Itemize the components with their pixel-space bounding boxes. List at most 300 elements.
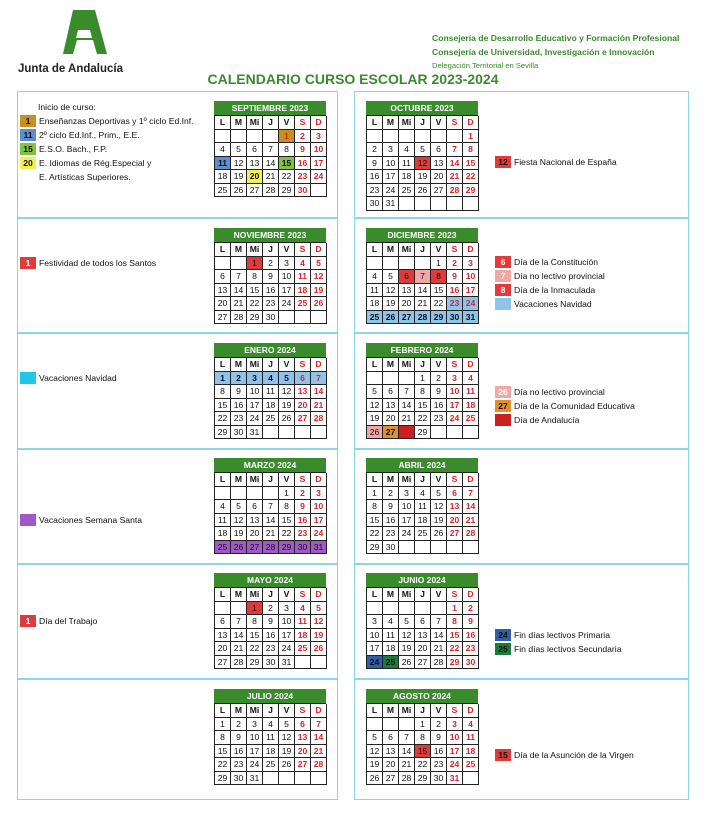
day-cell: 2 [263, 602, 279, 616]
day-cell: 3 [247, 372, 263, 386]
empty-cell [383, 130, 399, 144]
day-cell: 15 [447, 629, 463, 643]
day-cell: 20 [399, 297, 415, 311]
month-august-2024 [366, 689, 478, 785]
day-cell: 25 [463, 412, 479, 426]
day-cell: 12 [311, 615, 327, 629]
legend-item [495, 748, 634, 762]
day-cell: 25 [399, 184, 415, 198]
day-cell: 17 [463, 284, 479, 298]
day-cell: 21 [311, 745, 327, 759]
day-cell: 23 [295, 170, 311, 184]
day-cell: 12 [231, 514, 247, 528]
month-grid [366, 587, 478, 669]
legend-december [495, 255, 605, 311]
day-cell: 23 [231, 412, 247, 426]
day-cell: 12 [231, 157, 247, 171]
day-cell: 3 [247, 718, 263, 732]
legend-march [20, 513, 142, 527]
day-cell: 7 [399, 385, 415, 399]
weekday-header: L [215, 116, 231, 130]
weekday-header: S [295, 473, 311, 487]
day-cell: 30 [231, 426, 247, 440]
day-cell: 4 [383, 615, 399, 629]
day-cell: 27 [215, 311, 231, 325]
legend-swatch: 7 [495, 270, 511, 282]
day-cell: 31 [463, 311, 479, 325]
day-cell: 20 [247, 170, 263, 184]
empty-cell [463, 541, 479, 555]
day-cell: 25 [215, 541, 231, 555]
empty-cell [447, 426, 463, 440]
day-cell: 3 [311, 130, 327, 144]
day-cell: 18 [215, 170, 231, 184]
month-title: ABRIL 2024 [366, 458, 478, 472]
weekday-header: V [431, 588, 447, 602]
day-cell: 21 [447, 170, 463, 184]
legend-swatch: 1 [20, 115, 36, 127]
day-cell: 3 [463, 257, 479, 271]
weekday-header: Mi [399, 116, 415, 130]
day-cell: 23 [447, 297, 463, 311]
weekday-header: J [415, 358, 431, 372]
legend-item [495, 283, 605, 297]
legend-august [495, 748, 634, 762]
day-cell: 27 [383, 426, 399, 440]
day-cell: 15 [279, 514, 295, 528]
day-cell: 31 [311, 541, 327, 555]
empty-cell [279, 772, 295, 786]
day-cell: 27 [247, 184, 263, 198]
weekday-header: M [231, 704, 247, 718]
day-cell: 9 [431, 385, 447, 399]
day-cell: 27 [415, 656, 431, 670]
day-cell: 12 [431, 500, 447, 514]
day-cell: 8 [247, 270, 263, 284]
weekday-header: S [447, 704, 463, 718]
day-cell: 25 [383, 656, 399, 670]
weekday-header: V [279, 358, 295, 372]
day-cell: 19 [431, 514, 447, 528]
weekday-header: J [415, 588, 431, 602]
legend-swatch: 12 [495, 156, 511, 168]
empty-cell [383, 257, 399, 271]
day-cell: 16 [231, 399, 247, 413]
day-cell: 9 [383, 500, 399, 514]
month-title: DICIEMBRE 2023 [366, 228, 478, 242]
empty-cell [415, 541, 431, 555]
day-cell: 14 [263, 514, 279, 528]
empty-cell [311, 311, 327, 325]
day-cell: 23 [295, 527, 311, 541]
day-cell: 13 [447, 500, 463, 514]
day-cell: 18 [415, 514, 431, 528]
day-cell: 19 [311, 629, 327, 643]
day-cell: 2 [263, 257, 279, 271]
weekday-header: S [447, 358, 463, 372]
day-cell: 5 [231, 143, 247, 157]
empty-cell [295, 426, 311, 440]
day-cell: 11 [415, 500, 431, 514]
legend-item [495, 385, 635, 399]
empty-cell [415, 197, 431, 211]
day-cell: 27 [399, 311, 415, 325]
day-cell: 20 [295, 745, 311, 759]
weekday-header: J [415, 473, 431, 487]
day-cell: 21 [263, 170, 279, 184]
empty-cell [263, 130, 279, 144]
day-cell: 4 [463, 372, 479, 386]
day-cell: 5 [311, 602, 327, 616]
day-cell: 17 [247, 399, 263, 413]
day-cell: 18 [383, 642, 399, 656]
day-cell: 4 [415, 487, 431, 501]
day-cell: 29 [431, 311, 447, 325]
weekday-header: Mi [247, 243, 263, 257]
weekday-header: Mi [247, 588, 263, 602]
month-may-2024 [214, 573, 326, 669]
weekday-header: L [367, 358, 383, 372]
day-cell: 16 [263, 629, 279, 643]
legend-text: Festividad de todos los Santos [39, 258, 157, 268]
month-grid [214, 357, 326, 439]
day-cell: 13 [399, 284, 415, 298]
day-cell: 22 [247, 297, 263, 311]
weekday-header: S [295, 243, 311, 257]
day-cell: 30 [295, 541, 311, 555]
day-cell: 12 [415, 157, 431, 171]
day-cell: 23 [231, 758, 247, 772]
empty-cell [215, 130, 231, 144]
month-title: OCTUBRE 2023 [366, 101, 478, 115]
day-cell: 16 [295, 157, 311, 171]
day-cell: 19 [231, 527, 247, 541]
empty-cell [431, 541, 447, 555]
legend-text: Día de la Asunción de la Virgen [514, 750, 634, 760]
legend-text: Día de la Comunidad Educativa [514, 401, 635, 411]
day-cell: 22 [415, 412, 431, 426]
weekday-header: L [215, 473, 231, 487]
day-cell: 6 [415, 615, 431, 629]
day-cell: 28 [263, 184, 279, 198]
day-cell: 2 [231, 718, 247, 732]
day-cell: 17 [367, 642, 383, 656]
day-cell: 3 [367, 615, 383, 629]
day-cell: 13 [383, 399, 399, 413]
month-grid [366, 242, 478, 324]
day-cell: 25 [367, 311, 383, 325]
day-cell: 13 [431, 157, 447, 171]
month-grid [214, 472, 326, 554]
empty-cell [399, 718, 415, 732]
day-cell: 20 [431, 170, 447, 184]
legend-item [495, 628, 621, 642]
weekday-header: M [383, 243, 399, 257]
day-cell: 16 [263, 284, 279, 298]
day-cell: 5 [415, 143, 431, 157]
day-cell: 10 [367, 629, 383, 643]
day-cell: 11 [383, 629, 399, 643]
day-cell: 20 [215, 642, 231, 656]
day-cell: 4 [263, 718, 279, 732]
legend-swatch: 27 [495, 400, 511, 412]
empty-cell [279, 426, 295, 440]
legend-text: Vacaciones Semana Santa [39, 515, 143, 525]
empty-cell [463, 426, 479, 440]
day-cell: 2 [463, 602, 479, 616]
day-cell: 13 [295, 731, 311, 745]
day-cell: 17 [447, 399, 463, 413]
weekday-header: Mi [399, 473, 415, 487]
empty-cell [247, 130, 263, 144]
day-cell: 28 [263, 541, 279, 555]
day-cell: 5 [383, 270, 399, 284]
weekday-header: D [463, 116, 479, 130]
day-cell: 3 [279, 257, 295, 271]
day-cell: 13 [247, 157, 263, 171]
day-cell: 15 [215, 745, 231, 759]
day-cell: 2 [447, 257, 463, 271]
month-title: JULIO 2024 [214, 689, 326, 703]
day-cell: 22 [463, 170, 479, 184]
day-cell: 14 [263, 157, 279, 171]
day-cell: 30 [383, 541, 399, 555]
day-cell: 2 [295, 487, 311, 501]
weekday-header: S [295, 588, 311, 602]
day-cell: 17 [247, 745, 263, 759]
month-december-2023 [366, 228, 478, 324]
legend-item [495, 155, 617, 169]
month-march-2024 [214, 458, 326, 554]
weekday-header: V [279, 704, 295, 718]
weekday-header: Mi [399, 704, 415, 718]
day-cell: 3 [311, 487, 327, 501]
day-cell: 15 [431, 284, 447, 298]
day-cell: 28 [415, 311, 431, 325]
day-cell: 24 [447, 758, 463, 772]
day-cell: 4 [295, 602, 311, 616]
day-cell: 15 [279, 157, 295, 171]
day-cell: 21 [415, 297, 431, 311]
day-cell: 15 [463, 157, 479, 171]
empty-cell [399, 372, 415, 386]
day-cell: 13 [295, 385, 311, 399]
month-april-2024 [366, 458, 478, 554]
day-cell: 29 [415, 772, 431, 786]
day-cell: 8 [367, 500, 383, 514]
day-cell: 21 [431, 642, 447, 656]
empty-cell [383, 372, 399, 386]
day-cell: 11 [463, 385, 479, 399]
legend-item [495, 642, 621, 656]
weekday-header: Mi [399, 588, 415, 602]
weekday-header: Mi [247, 116, 263, 130]
weekday-header: D [311, 704, 327, 718]
legend-item [20, 142, 194, 156]
day-cell: 10 [447, 731, 463, 745]
day-cell: 29 [447, 656, 463, 670]
weekday-header: Mi [399, 358, 415, 372]
weekday-header: Mi [399, 243, 415, 257]
weekday-header: S [447, 116, 463, 130]
legend-text: 2º ciclo Ed.Inf., Prim., E.E. [39, 130, 140, 140]
day-cell: 24 [247, 412, 263, 426]
legend-text: Fiesta Nacional de España [514, 157, 617, 167]
day-cell: 9 [295, 500, 311, 514]
day-cell: 4 [263, 372, 279, 386]
month-october-2023 [366, 101, 478, 211]
day-cell: 12 [367, 399, 383, 413]
legend-item [495, 399, 635, 413]
month-january-2024 [214, 343, 326, 439]
legend-swatch: 1 [20, 257, 36, 269]
legend-text: Día no lectivo provincial [514, 387, 605, 397]
day-cell: 14 [231, 629, 247, 643]
day-cell: 8 [415, 731, 431, 745]
day-cell: 19 [383, 297, 399, 311]
legend-text: Fin días lectivos Secundaria [514, 644, 622, 654]
day-cell: 22 [279, 170, 295, 184]
day-cell: 5 [399, 615, 415, 629]
day-cell: 8 [431, 270, 447, 284]
ministry-line-2: Consejería de Universidad, Investigación e Innovación [432, 47, 655, 57]
day-cell: 29 [215, 772, 231, 786]
weekday-header: M [231, 358, 247, 372]
day-cell: 28 [311, 758, 327, 772]
day-cell: 9 [463, 615, 479, 629]
day-cell: 23 [367, 184, 383, 198]
weekday-header: D [463, 358, 479, 372]
weekday-header: Mi [247, 704, 263, 718]
day-cell: 21 [399, 412, 415, 426]
day-cell: 28 [463, 527, 479, 541]
weekday-header: V [279, 473, 295, 487]
day-cell: 6 [383, 731, 399, 745]
legend-item [20, 614, 97, 628]
day-cell: 4 [215, 500, 231, 514]
weekday-header: M [383, 116, 399, 130]
day-cell: 30 [263, 311, 279, 325]
month-grid [366, 472, 478, 554]
day-cell: 6 [383, 385, 399, 399]
day-cell: 24 [279, 297, 295, 311]
day-cell: 20 [415, 642, 431, 656]
day-cell: 25 [415, 527, 431, 541]
day-cell: 22 [247, 642, 263, 656]
header-ministries [432, 31, 679, 73]
weekday-header: L [367, 473, 383, 487]
legend-course-start [20, 100, 194, 184]
day-cell: 12 [311, 270, 327, 284]
empty-cell [383, 602, 399, 616]
legend-item [495, 269, 605, 283]
day-cell: 10 [247, 385, 263, 399]
weekday-header: L [367, 243, 383, 257]
day-cell: 1 [279, 130, 295, 144]
legend-swatch [495, 298, 511, 310]
day-cell: 31 [383, 197, 399, 211]
day-cell: 15 [247, 284, 263, 298]
day-cell: 31 [447, 772, 463, 786]
legend-item [20, 128, 194, 142]
empty-cell [431, 602, 447, 616]
day-cell: 6 [399, 270, 415, 284]
weekday-header: Mi [247, 473, 263, 487]
day-cell: 28 [399, 426, 415, 440]
legend-swatch: 1 [20, 615, 36, 627]
month-february-2024 [366, 343, 478, 439]
legend-swatch [20, 372, 36, 384]
weekday-header: V [431, 243, 447, 257]
day-cell: 17 [279, 629, 295, 643]
day-cell: 6 [215, 270, 231, 284]
month-title: NOVIEMBRE 2023 [214, 228, 326, 242]
day-cell: 9 [367, 157, 383, 171]
legend-item [20, 513, 142, 527]
day-cell: 5 [279, 718, 295, 732]
legend-text: Fin días lectivos Primaria [514, 630, 610, 640]
weekday-header: S [447, 588, 463, 602]
legend-swatch: 6 [495, 256, 511, 268]
day-cell: 1 [367, 487, 383, 501]
day-cell: 1 [279, 487, 295, 501]
day-cell: 3 [279, 602, 295, 616]
weekday-header: V [279, 116, 295, 130]
day-cell: 20 [383, 412, 399, 426]
day-cell: 17 [399, 514, 415, 528]
day-cell: 19 [399, 642, 415, 656]
day-cell: 28 [311, 412, 327, 426]
day-cell: 9 [447, 270, 463, 284]
legend-item [495, 255, 605, 269]
weekday-header: D [311, 588, 327, 602]
day-cell: 21 [231, 297, 247, 311]
day-cell: 12 [279, 731, 295, 745]
day-cell: 7 [311, 372, 327, 386]
day-cell: 11 [215, 514, 231, 528]
legend-item [20, 371, 117, 385]
month-grid [366, 115, 478, 211]
day-cell: 22 [367, 527, 383, 541]
day-cell: 14 [415, 284, 431, 298]
day-cell: 27 [383, 772, 399, 786]
weekday-header: M [231, 243, 247, 257]
day-cell: 7 [263, 500, 279, 514]
day-cell: 29 [247, 311, 263, 325]
weekday-header: M [231, 116, 247, 130]
day-cell: 10 [311, 143, 327, 157]
junta-logo [18, 8, 148, 75]
day-cell: 29 [215, 426, 231, 440]
day-cell: 6 [247, 500, 263, 514]
weekday-header: M [231, 588, 247, 602]
weekday-header: S [447, 243, 463, 257]
weekday-header: S [295, 704, 311, 718]
weekday-header: J [415, 243, 431, 257]
day-cell: 16 [431, 399, 447, 413]
empty-cell [367, 372, 383, 386]
legend-text: Vacaciones Navidad [39, 373, 117, 383]
legend-swatch: 15 [20, 143, 36, 155]
day-cell: 25 [463, 758, 479, 772]
day-cell: 14 [399, 745, 415, 759]
day-cell: 16 [231, 745, 247, 759]
day-cell: 14 [231, 284, 247, 298]
month-grid [366, 357, 478, 439]
legend-text: Día de Andalucía [514, 415, 580, 425]
month-title: FEBRERO 2024 [366, 343, 478, 357]
empty-cell [367, 602, 383, 616]
